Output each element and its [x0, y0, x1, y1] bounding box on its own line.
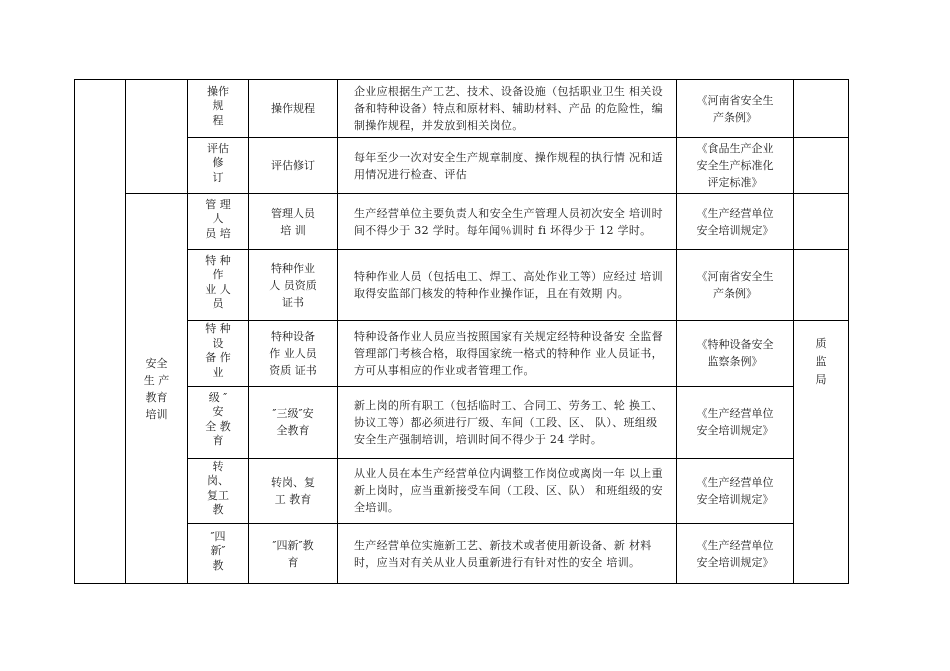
basis-cell — [677, 138, 794, 194]
requirement-cell — [338, 386, 677, 458]
name-label: ″四新″教 育 — [272, 538, 314, 569]
basis-text: 《特种设备安全 监察条例》 — [696, 338, 774, 369]
item-label: 管 理 人 员 培 — [205, 197, 231, 240]
name-cell — [249, 321, 338, 387]
requirement-cell — [338, 458, 677, 524]
item-label: 操作 规 程 — [207, 84, 229, 127]
name-label: 转岗、复 工 教育 — [271, 475, 315, 506]
requirement-text: 从业人员在本生产经营单位内调整工作岗位或离岗一年 以上重新上岗时，应当重新接受车间（工段、区、队） 和班组级的安全培训。 — [354, 467, 663, 515]
basis-cell — [677, 80, 794, 138]
department-label: 质 监 局 — [815, 337, 827, 386]
name-label: 评估修订 — [271, 159, 315, 172]
requirement-cell — [338, 80, 677, 138]
name-cell — [249, 458, 338, 524]
item-cell — [188, 386, 249, 458]
item-cell — [188, 524, 249, 584]
basis-cell — [677, 194, 794, 250]
name-label: 操作规程 — [271, 102, 315, 115]
department-cell-top — [794, 250, 849, 321]
item-cell — [188, 458, 249, 524]
department-cell-top — [794, 80, 849, 138]
department-cell-top — [794, 194, 849, 250]
department-cell — [794, 321, 849, 584]
item-label: 特 种 作 业 人 员 — [205, 253, 231, 311]
requirement-text: 特种作业人员（包括电工、焊工、高处作业工等）应经过 培训取得安监部门核发的特种作业操作证，且在有效期 内。 — [354, 270, 663, 300]
table-row — [75, 386, 849, 458]
basis-text: 《生产经营单位 安全培训规定》 — [696, 538, 774, 569]
name-cell — [249, 80, 338, 138]
requirement-text: 企业应根据生产工艺、技术、设备设施（包括职业卫生 相关设备和特种设备）特点和原材料、辅助材料、产品 的危险性，编制操作规程，并发放到相关岗位。 — [354, 85, 663, 132]
category-label: 安全 生 产 教育 培训 — [143, 356, 170, 421]
item-label: 评估 修 订 — [207, 141, 229, 184]
basis-text: 《食品生产企业 安全生产标准化 评定标准》 — [696, 142, 774, 189]
item-cell — [188, 80, 249, 138]
item-cell — [188, 250, 249, 321]
item-cell — [188, 138, 249, 194]
name-label: ″三级″安 全教育 — [272, 407, 314, 437]
item-cell — [188, 194, 249, 250]
requirement-text: 新上岗的所有职工（包括临时工、合同工、劳务工、轮 换工、协议工等）都必须进行厂级、车间（工段、区、 队）、班组级安全生产强制培训，培训时间不得少于 24 学时。 — [354, 398, 663, 446]
item-label: ″四 新″ 教 — [210, 529, 226, 572]
name-cell — [249, 524, 338, 584]
basis-text: 《生产经营单位 安全培训规定》 — [696, 407, 774, 437]
department-cell-top — [794, 138, 849, 194]
requirement-cell — [338, 321, 677, 387]
basis-cell — [677, 250, 794, 321]
basis-text: 《河南省安全生 产条例》 — [696, 93, 774, 124]
item-label: 转 岗、 复工 教 — [207, 459, 229, 516]
requirement-text: 每年至少一次对安全生产规章制度、操作规程的执行情 况和适用情况进行检查、评估 — [354, 150, 663, 181]
item-label: 级 ″ 安 全 教 育 — [205, 390, 231, 448]
name-cell — [249, 138, 338, 194]
basis-text: 《生产经营单位 安全培训规定》 — [696, 206, 774, 237]
requirement-text: 特种设备作业人员应当按照国家有关规定经特种设备安 全监督管理部门考核合格，取得国家统一格式的特种作 业人员证书，方可从事相应的作业或者管理工作。 — [354, 329, 663, 377]
basis-cell — [677, 321, 794, 387]
name-label: 特种设备 作 业人员 资质 证书 — [269, 329, 317, 377]
table-row — [75, 250, 849, 321]
table-row — [75, 80, 849, 138]
item-cell — [188, 321, 249, 387]
regulation-table — [74, 79, 849, 584]
name-cell — [249, 386, 338, 458]
table-row — [75, 524, 849, 584]
table-row — [75, 321, 849, 387]
basis-text: 《生产经营单位 安全培训规定》 — [696, 475, 774, 506]
basis-text: 《河南省安全生 产条例》 — [696, 270, 774, 300]
requirement-text: 生产经营单位实施新工艺、新技术或者使用新设备、新 材料时，应当对有关从业人员重新进行有针对性的安全 培训。 — [354, 538, 652, 569]
name-label: 管理人员 培 训 — [271, 206, 315, 237]
basis-cell — [677, 458, 794, 524]
requirement-cell — [338, 194, 677, 250]
name-cell — [249, 250, 338, 321]
requirement-cell — [338, 138, 677, 194]
table-row — [75, 138, 849, 194]
item-label: 特 种 设 备 作 业 — [205, 322, 231, 379]
requirement-cell — [338, 524, 677, 584]
category-cell-top — [126, 80, 188, 194]
name-label: 特种作业 人 员资质 证书 — [269, 261, 317, 309]
table-row — [75, 194, 849, 250]
basis-cell — [677, 524, 794, 584]
name-cell — [249, 194, 338, 250]
first-column-cell — [75, 80, 126, 584]
table-row — [75, 458, 849, 524]
category-cell — [126, 194, 188, 584]
requirement-cell — [338, 250, 677, 321]
requirement-text: 生产经营单位主要负责人和安全生产管理人员初次安全 培训时间不得少于 32 学时。每年闻％训时 fi 坏得少于 12 学时。 — [354, 206, 663, 237]
basis-cell — [677, 386, 794, 458]
